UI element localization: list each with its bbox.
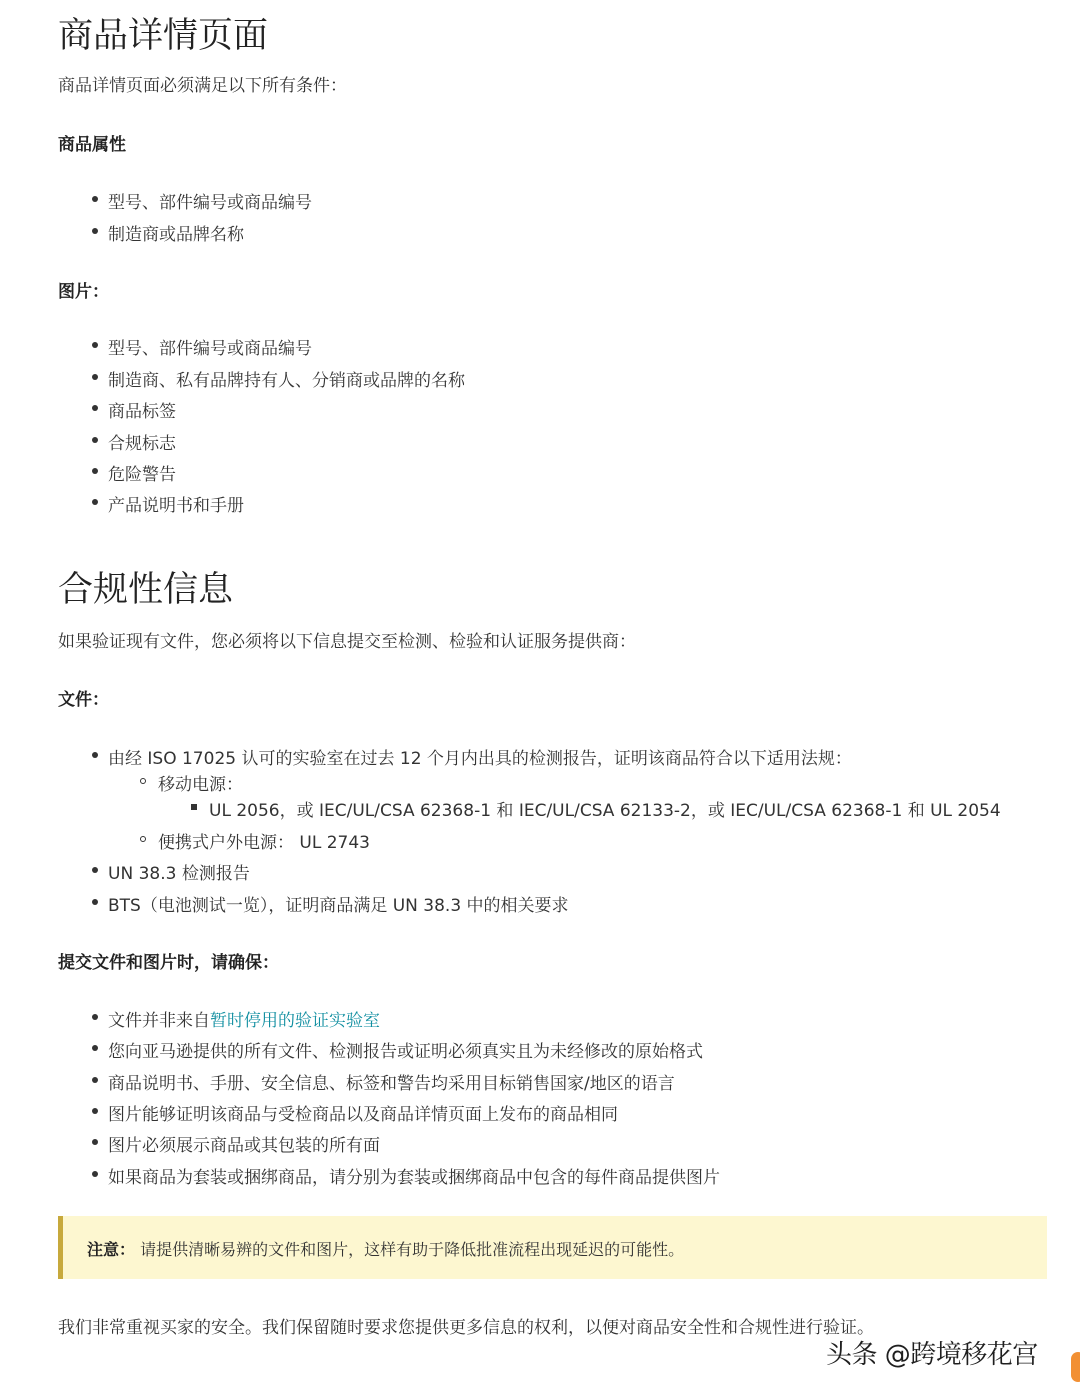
page-title: 商品详情页面 (58, 16, 269, 56)
list-item: 危险警告 (108, 465, 176, 485)
suspended-labs-link[interactable]: 暂时停用的验证实验室 (210, 1011, 380, 1031)
list-item: 型号、部件编号或商品编号 (108, 339, 312, 359)
list-item: 型号、部件编号或商品编号 (108, 193, 312, 213)
note-box (58, 1216, 1047, 1279)
images-heading: 图片： (58, 282, 109, 302)
list-item: 商品标签 (108, 402, 176, 422)
bullet-icon (92, 1077, 98, 1083)
list-item: 产品说明书和手册 (108, 496, 244, 516)
bullet-icon (92, 499, 98, 505)
bullet-icon (92, 752, 98, 758)
compliance-title: 合规性信息 (58, 570, 234, 610)
bullet-icon (92, 867, 98, 873)
bullet-icon (92, 468, 98, 474)
circle-bullet-icon (140, 836, 146, 842)
bullet-icon (92, 437, 98, 443)
list-item: 商品说明书、手册、安全信息、标签和警告均采用目标销售国家/地区的语言 (108, 1074, 675, 1094)
list-item-prefix: 文件并非来自 (108, 1011, 210, 1031)
list-item: UL 2056，或 IEC/UL/CSA 62368-1 和 IEC/UL/CSA 62133-2，或 IEC/UL/CSA 62368-1 和 UL 2054 (209, 801, 1001, 821)
list-item: UN 38.3 检测报告 (108, 864, 250, 884)
bullet-icon (92, 1171, 98, 1177)
list-item: 移动电源： (158, 775, 243, 795)
square-bullet-icon (191, 804, 197, 810)
corner-logo-icon (1071, 1352, 1080, 1382)
circle-bullet-icon (140, 778, 146, 784)
list-item: 您向亚马逊提供的所有文件、检测报告或证明必须真实且为未经修改的原始格式 (108, 1042, 703, 1062)
compliance-intro: 如果验证现有文件，您必须将以下信息提交至检测、检验和认证服务提供商： (58, 632, 636, 652)
list-item: 图片能够证明该商品与受检商品以及商品详情页面上发布的商品相同 (108, 1105, 618, 1125)
bullet-icon (92, 342, 98, 348)
bullet-icon (92, 899, 98, 905)
bullet-icon (92, 196, 98, 202)
watermark: 头条 @跨境移花宫 (826, 1340, 1038, 1370)
list-item: 由经 ISO 17025 认可的实验室在过去 12 个月内出具的检测报告，证明该商品符合以下适用法规： (108, 749, 852, 769)
note-text (87, 1237, 684, 1260)
bullet-icon (92, 1139, 98, 1145)
bullet-icon (92, 1108, 98, 1114)
list-item (108, 1006, 380, 1031)
bullet-icon (92, 1045, 98, 1051)
list-item: 如果商品为套装或捆绑商品，请分别为套装或捆绑商品中包含的每件商品提供图片 (108, 1168, 720, 1188)
note-label: 注意： (87, 1240, 136, 1259)
note-body: 请提供清晰易辨的文件和图片，这样有助于降低批准流程出现延迟的可能性。 (140, 1240, 685, 1259)
bullet-icon (92, 228, 98, 234)
list-item: 制造商、私有品牌持有人、分销商或品牌的名称 (108, 371, 465, 391)
intro-text: 商品详情页面必须满足以下所有条件： (58, 76, 347, 96)
closing-text: 我们非常重视买家的安全。我们保留随时要求您提供更多信息的权利，以便对商品安全性和合规性进行验证。 (58, 1318, 874, 1338)
bullet-icon (92, 374, 98, 380)
documents-heading: 文件： (58, 690, 109, 710)
list-item: 图片必须展示商品或其包装的所有面 (108, 1136, 380, 1156)
list-item: 合规标志 (108, 434, 176, 454)
list-item: 制造商或品牌名称 (108, 225, 244, 245)
ensure-heading: 提交文件和图片时，请确保： (58, 953, 279, 973)
bullet-icon (92, 1014, 98, 1020)
attributes-heading: 商品属性 (58, 135, 126, 155)
list-item: 便携式户外电源： UL 2743 (158, 833, 370, 853)
list-item: BTS（电池测试一览），证明商品满足 UN 38.3 中的相关要求 (108, 896, 569, 916)
bullet-icon (92, 405, 98, 411)
